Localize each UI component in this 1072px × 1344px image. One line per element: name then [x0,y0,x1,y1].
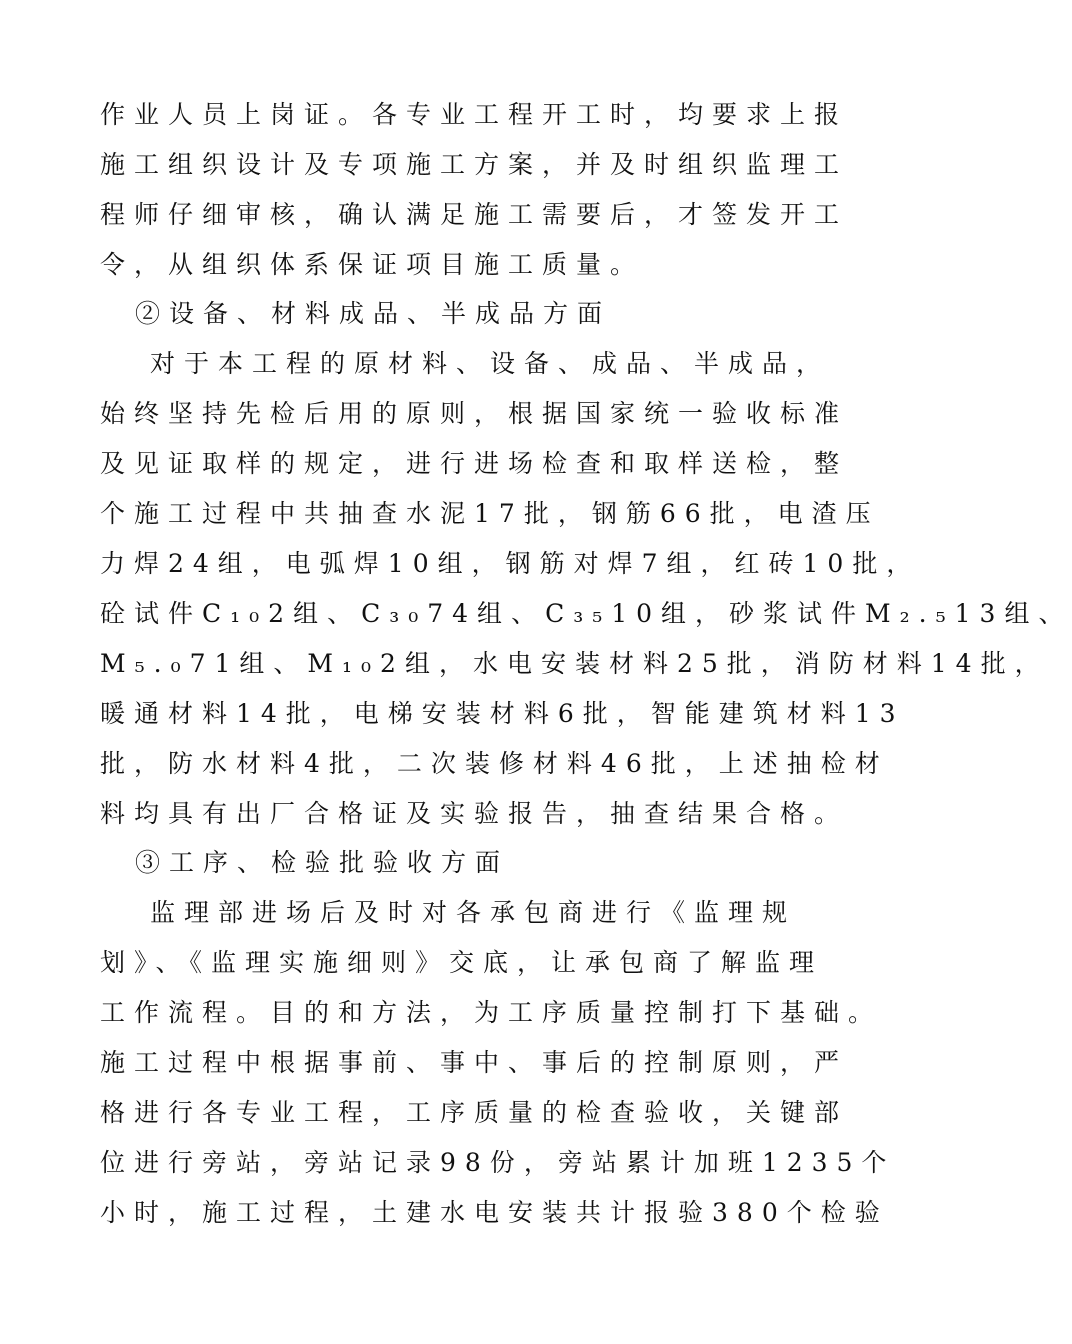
body-text-line: 程师仔细审核，确认满足施工需要后，才签发开工 [100,200,849,229]
paragraph-first-line: 监理部进场后及时对各承包商进行《监理规 [150,898,797,927]
body-text-line: 个施工过程中共抽查水泥17批，钢筋66批，电渣压 [100,499,880,528]
body-text-line: 施工组织设计及专项施工方案，并及时组织监理工 [100,150,849,179]
body-text-line: 施工过程中根据事前、事中、事后的控制原则，严 [100,1048,849,1077]
body-text-line: 力焊24组，电弧焊10组，钢筋对焊7组，红砖10批， [100,549,921,578]
body-text-line: 暖通材料14批，电梯安装材料6批，智能建筑材料13 [100,699,905,728]
body-text-line: 作业人员上岗证。各专业工程开工时，均要求上报 [100,100,849,129]
body-text-line: 划》、《监理实施细则》交底，让承包商了解监理 [100,948,824,977]
paragraph-first-line: 对于本工程的原材料、设备、成品、半成品， [150,349,831,378]
body-text-line: 格进行各专业工程，工序质量的检查验收，关键部 [100,1098,849,1127]
body-text-line: 位进行旁站，旁站记录98份，旁站累计加班1235个 [100,1148,896,1177]
body-text-line: 令，从组织体系保证项目施工质量。 [100,250,645,279]
body-text-line: 料均具有出厂合格证及实验报告，抽查结果合格。 [100,799,849,828]
body-text-line: 批，防水材料4批，二次装修材料46批，上述抽检材 [100,749,889,778]
section-heading-inspection: ③工序、检验批验收方面 [135,848,510,877]
section-heading-materials: ②设备、材料成品、半成品方面 [135,299,612,328]
body-text-line: M₅.₀71组、M₁₀2组，水电安装材料25批，消防材料14批， [100,649,1049,678]
body-text-line: 小时，施工过程，土建水电安装共计报验380个检验 [100,1198,889,1227]
body-text-line: 工作流程。目的和方法，为工序质量控制打下基础。 [100,998,883,1027]
body-text-line: 砼试件C₁₀2组、C₃₀74组、C₃₅10组，砂浆试件M₂.₅13组、 [100,599,1072,628]
body-text-line: 及见证取样的规定，进行进场检查和取样送检，整 [100,449,849,478]
body-text-line: 始终坚持先检后用的原则，根据国家统一验收标准 [100,399,849,428]
